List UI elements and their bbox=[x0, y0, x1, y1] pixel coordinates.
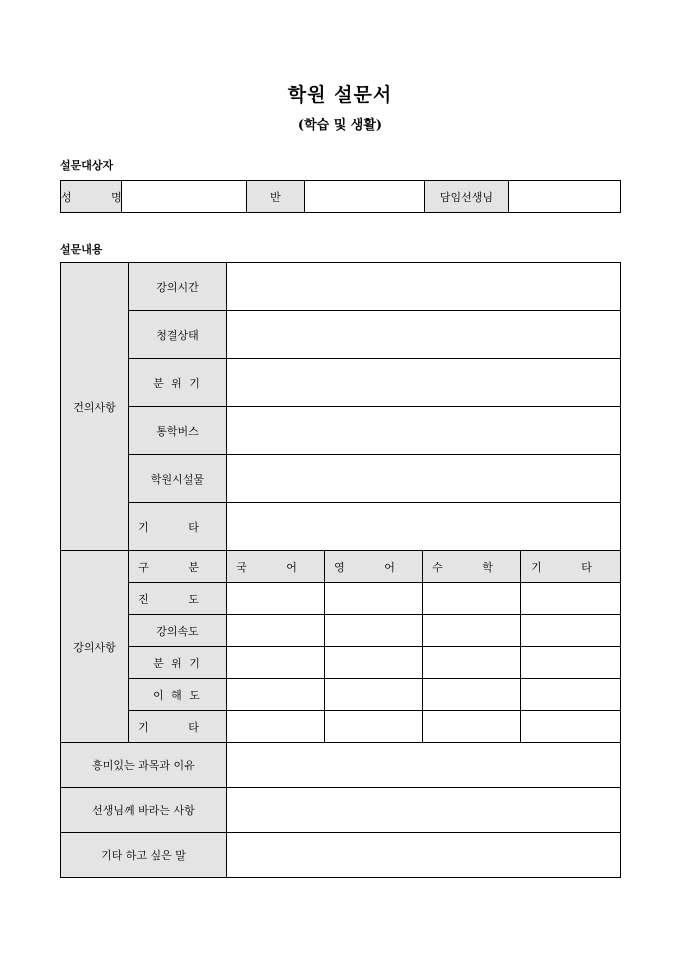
lecture-cell[interactable] bbox=[521, 711, 621, 743]
lecture-cell[interactable] bbox=[423, 679, 521, 711]
suggestion-field-bus[interactable] bbox=[227, 407, 621, 455]
subject-header-math: 수 학 bbox=[423, 551, 521, 583]
teacher-request-field[interactable] bbox=[227, 788, 621, 833]
interest-subject-field[interactable] bbox=[227, 743, 621, 788]
lecture-header-label: 구 분 bbox=[129, 551, 227, 583]
lecture-cell[interactable] bbox=[227, 583, 325, 615]
suggestion-label-facilities: 학원시설물 bbox=[129, 455, 227, 503]
lecture-cell[interactable] bbox=[325, 711, 423, 743]
lecture-row-label-understanding: 이 해 도 bbox=[129, 679, 227, 711]
content-section-label: 설문내용 bbox=[60, 243, 103, 256]
subject-header-other: 기 타 bbox=[521, 551, 621, 583]
lecture-cell[interactable] bbox=[423, 583, 521, 615]
other-comment-field[interactable] bbox=[227, 833, 621, 878]
lecture-cell[interactable] bbox=[227, 679, 325, 711]
teacher-request-label: 선생님께 바라는 사항 bbox=[61, 788, 227, 833]
lecture-cell[interactable] bbox=[325, 679, 423, 711]
lecture-group-label: 강의사항 bbox=[61, 551, 129, 743]
lecture-cell[interactable] bbox=[521, 615, 621, 647]
class-label: 반 bbox=[247, 181, 305, 213]
lecture-cell[interactable] bbox=[521, 679, 621, 711]
suggestion-field-cleanliness[interactable] bbox=[227, 311, 621, 359]
lecture-row-label-atmosphere: 분 위 기 bbox=[129, 647, 227, 679]
subject-header-korean: 국 어 bbox=[227, 551, 325, 583]
class-field[interactable] bbox=[305, 181, 425, 213]
suggestion-label-lecture-time: 강의시간 bbox=[129, 263, 227, 311]
suggestion-label-bus: 통학버스 bbox=[129, 407, 227, 455]
suggestion-field-other[interactable] bbox=[227, 503, 621, 551]
lecture-cell[interactable] bbox=[521, 647, 621, 679]
lecture-cell[interactable] bbox=[325, 615, 423, 647]
target-section-label: 설문대상자 bbox=[60, 159, 114, 172]
teacher-field[interactable] bbox=[509, 181, 621, 213]
lecture-cell[interactable] bbox=[423, 711, 521, 743]
suggestion-field-facilities[interactable] bbox=[227, 455, 621, 503]
target-table bbox=[60, 180, 621, 213]
suggestion-label-other: 기 타 bbox=[129, 503, 227, 551]
lecture-cell[interactable] bbox=[325, 647, 423, 679]
survey-table bbox=[60, 262, 621, 878]
name-field[interactable] bbox=[122, 181, 247, 213]
suggestion-field-atmosphere[interactable] bbox=[227, 359, 621, 407]
lecture-cell[interactable] bbox=[521, 583, 621, 615]
other-comment-label: 기타 하고 싶은 말 bbox=[61, 833, 227, 878]
name-label: 성 명 bbox=[61, 181, 122, 213]
interest-subject-label: 흥미있는 과목과 이유 bbox=[61, 743, 227, 788]
page-subtitle: (학습 및 생활) bbox=[297, 118, 383, 133]
suggestion-label-atmosphere: 분 위 기 bbox=[129, 359, 227, 407]
lecture-cell[interactable] bbox=[423, 615, 521, 647]
lecture-cell[interactable] bbox=[325, 583, 423, 615]
suggestion-label-cleanliness: 청결상태 bbox=[129, 311, 227, 359]
subject-header-english: 영 어 bbox=[325, 551, 423, 583]
suggestions-group-label: 건의사항 bbox=[61, 263, 129, 551]
lecture-cell[interactable] bbox=[227, 647, 325, 679]
suggestion-field-lecture-time[interactable] bbox=[227, 263, 621, 311]
lecture-cell[interactable] bbox=[423, 647, 521, 679]
lecture-cell[interactable] bbox=[227, 615, 325, 647]
lecture-row-label-progress: 진 도 bbox=[129, 583, 227, 615]
teacher-label: 담임선생님 bbox=[425, 181, 509, 213]
lecture-row-label-other: 기 타 bbox=[129, 711, 227, 743]
lecture-row-label-speed: 강의속도 bbox=[129, 615, 227, 647]
page-title: 학원 설문서 bbox=[287, 84, 393, 106]
lecture-cell[interactable] bbox=[227, 711, 325, 743]
